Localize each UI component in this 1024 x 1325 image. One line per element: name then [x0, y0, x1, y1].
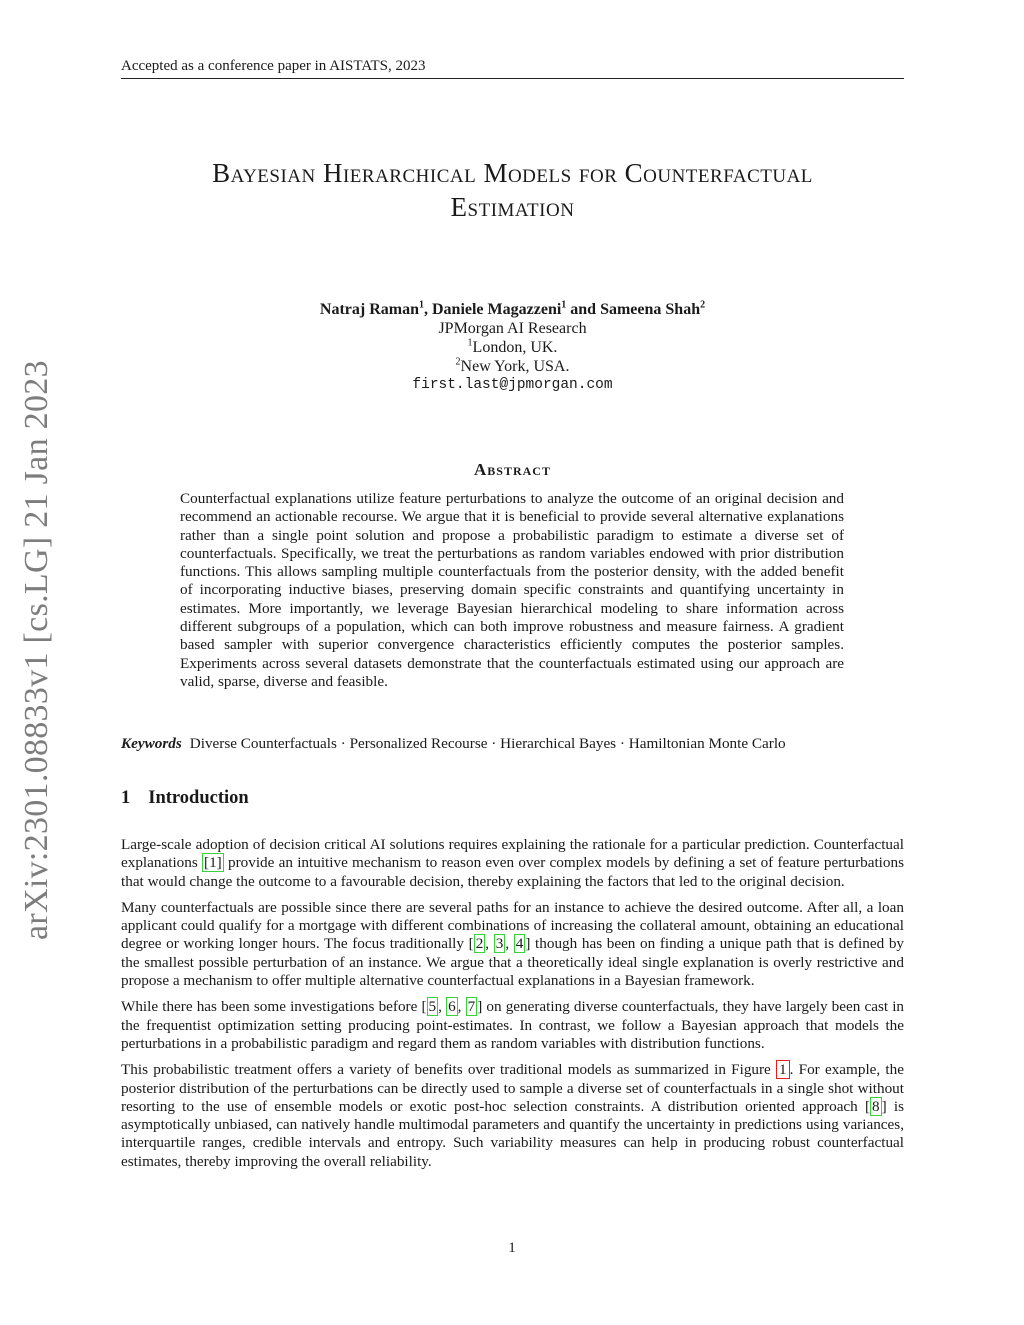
- paper-title: [121, 156, 904, 224]
- location-1-marker: 1: [467, 337, 473, 349]
- paragraph-2: Many counterfactuals are possible since there are several paths for an instance to achieve the desired outcome. After all, a loan applicant could qualify for a mortgage with different combinations of increasing the collateral amount, obtaining an educational degree or working longer hours. The focus traditionally [ 2 , 3 , 4 ] though has been on finding a unique path that is defined by the smallest possible perturbation of an instance. We argue that a theoretically ideal single explanation is overly restrictive and propose a mechanism to offer multiple alternative counterfactual explanations in a Bayesian framework.: [121, 898, 905, 990]
- title-line-1: Bayesian Hierarchical Models for Counterfactual: [212, 158, 813, 188]
- paragraph-1: [121, 836, 904, 891]
- keywords-label: Keywords: [121, 735, 182, 752]
- citation-link[interactable]: 3: [495, 935, 504, 953]
- abstract-heading: Abstract: [474, 460, 551, 479]
- abstract-text: Counterfactual explanations utilize feature perturbations to analyze the outcome of an original decision and recommend an actionable recourse. We argue that it is beneficial to provide several alternative explanations rather than a single point solution and propose a probabilistic paradigm to estimate a diverse set of counterfactuals. Specifically, we treat the perturbations as random variables endowed with prior distribution functions. This allows sampling multiple counterfactuals from the posterior density, with the added benefit of incorporating inductive biases, preserving domain specific constraints and quantifying uncertainty in estimates. More importantly, we leverage Bayesian hierarchical modeling to share information across different subgroups of a population, which can both improve robustness and measure fairness. A gradient based sampler with superior convergence characteristics efficiently computes the posterior samples. Experiments across several datasets demonstrate that the counterfactuals estimated using our approach are valid, sparse, diverse and feasible.: [180, 490, 844, 690]
- conference-note: Accepted as a conference paper in AISTATS, 2023: [121, 58, 426, 74]
- author-block: [121, 300, 904, 395]
- citation-link[interactable]: 4: [515, 935, 524, 953]
- location-2-marker: 2: [455, 356, 461, 368]
- paragraph-text: provide an intuitive mechanism to reason even over complex models by defining a set of feature perturbations that would change the outcome to a favourable decision, thereby explaining the factors that led to the original decision.: [121, 854, 905, 890]
- location-2: [121, 357, 904, 376]
- paragraph-text: ] on generating diverse counterfactuals, they have largely been cast in the frequentist optimization setting producing point-estimates. In contrast, we follow a Bayesian approach that models the perturbations in a probabilistic paradigm and regard them as random variables with distribution functions.: [121, 998, 905, 1052]
- citation-link[interactable]: 2: [475, 935, 484, 953]
- citation-link[interactable]: 6: [448, 998, 456, 1016]
- arxiv-identifier[interactable]: arXiv:2301.08833v1 [cs.LG] 21 Jan 2023: [18, 360, 55, 940]
- section-number: 1: [121, 788, 131, 808]
- location-2-text: New York, USA.: [460, 358, 570, 375]
- section-title: Introduction: [148, 788, 249, 808]
- paragraph-text: . For example, the posterior distribution of the perturbations can be directly used to sample a diverse set of counterfactuals in a single shot without resorting to the use of ensemble models or exotic post-hoc selection constraints. A distribution oriented approach [: [121, 1061, 904, 1115]
- citation-link[interactable]: 8: [872, 1097, 880, 1115]
- author-3: Sameena Shah: [600, 301, 701, 318]
- title-line-2: Estimation: [450, 192, 575, 222]
- header-rule: [121, 78, 904, 79]
- author-separator: ,: [423, 301, 432, 318]
- keywords-text: Diverse Counterfactuals · Personalized Recourse · Hierarchical Bayes · Hamiltonian Monte Carlo: [189, 735, 786, 752]
- citation-link[interactable]: 5: [428, 998, 437, 1016]
- paragraph-text: While there has been some investigations before [: [121, 998, 427, 1016]
- author-1: Natraj Raman: [319, 301, 419, 318]
- author-2-affiliation: 1: [561, 299, 567, 311]
- citation-link[interactable]: [1]: [204, 854, 222, 872]
- paragraph-text: Many counterfactuals are possible since there are several paths for an instance to achieve the desired outcome. After all, a loan applicant could qualify for a mortgage with different combinations of increasing the collateral amount, obtaining an educational degree or working longer hours. The focus traditionally [: [121, 898, 904, 953]
- paragraph-text: ] though has been on finding a unique path that is defined by the smallest possible perturbation of an instance. We argue that a theoretically ideal single explanation is overly restrictive and propose a mechanism to offer multiple alternative counterfactual explanations in a Bayesian framework.: [121, 935, 905, 990]
- page-number: 1: [508, 1240, 516, 1256]
- location-1: [121, 338, 904, 357]
- organization: JPMorgan AI Research: [438, 320, 587, 337]
- author-separator: and: [566, 301, 601, 318]
- citation-link[interactable]: 7: [467, 998, 476, 1016]
- keywords: [121, 735, 904, 753]
- introduction-body: [121, 836, 904, 1179]
- paragraph-4: [121, 1061, 904, 1171]
- location-1-text: London, UK.: [472, 339, 558, 356]
- author-names: [121, 300, 904, 319]
- author-1-affiliation: 1: [418, 299, 424, 311]
- paragraph-text: ] is asymptotically unbiased, can natively handle multimodal parameters and quantify the uncertainty in predictions using variances, interquartile ranges, credible intervals and entropy. Such variability measures can help in producing robust counterfactual estimates, thereby improving the overall reliability.: [121, 1097, 905, 1170]
- author-3-affiliation: 2: [700, 299, 706, 311]
- author-email[interactable]: first.last@jpmorgan.com: [412, 377, 613, 393]
- author-2: Daniele Magazzeni: [431, 301, 562, 318]
- section-heading: [121, 788, 249, 809]
- paragraph-text: This probabilistic treatment offers a variety of benefits over traditional models as summarized in Figure: [121, 1061, 777, 1079]
- paragraph-text: Large-scale adoption of decision critical AI solutions requires explaining the rationale for a particular prediction. Counterfactual explanations: [121, 836, 904, 872]
- paragraph-3: While there has been some investigations before [ 5 , 6 , 7 ] on generating diverse counterfactuals, they have largely been cast in the frequentist optimization setting producing point-estimates. In contrast, we follow a Bayesian approach that models the perturbations in a probabilistic paradigm and regard them as random variables with distribution functions.: [121, 998, 905, 1052]
- figure-reference-link[interactable]: 1: [776, 1060, 790, 1079]
